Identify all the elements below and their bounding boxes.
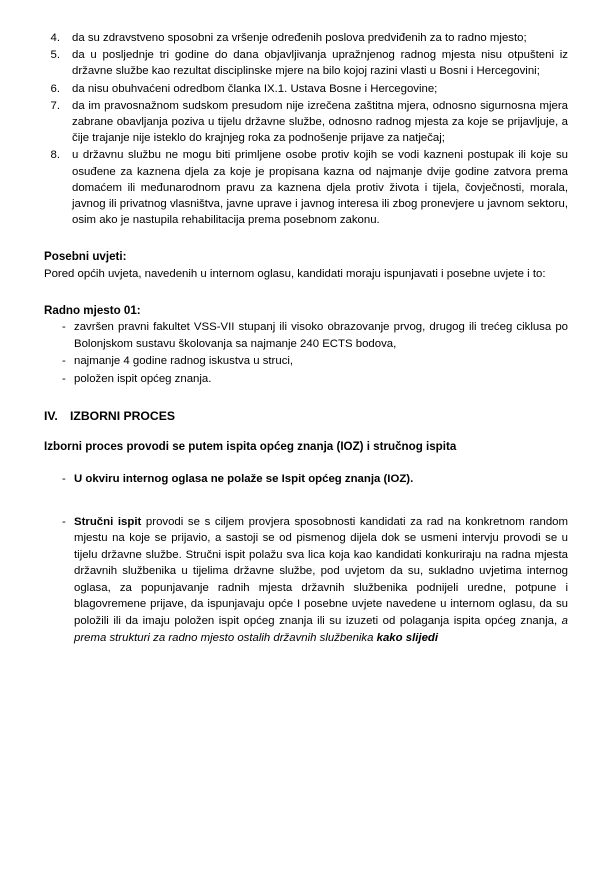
spacer [44, 283, 568, 303]
list-item-text: da u posljednje tri godine do dana objavljivanja upražnjenog radnog mjesta nisu otpušteni iz državne službe kao rezultat disciplinske mjere na bilo kojoj razini vlasti u Bosni i Hercegovini; [72, 49, 568, 78]
general-conditions-list [44, 30, 568, 228]
dash-marker: - [62, 473, 66, 486]
list-item [44, 319, 568, 352]
list-item-text: položen ispit općeg znanja. [74, 372, 212, 385]
selection-bullet-1 [44, 471, 568, 488]
selection-process-intro: Izborni proces provodi se putem ispita općeg znanja (IOZ) i stručnog ispita [44, 439, 457, 453]
list-item-text: najmanje 4 godine radnog iskustva u struci, [74, 355, 294, 368]
list-item-number: 6. [50, 82, 60, 95]
list-item [44, 371, 568, 388]
section-number: IV. [44, 408, 58, 423]
list-item-text: da su zdravstveno sposobni za vršenje određenih poslova predviđenih za to radno mjesto; [72, 32, 527, 44]
selection-bullet-2-text [74, 514, 568, 646]
spacer [44, 502, 568, 514]
list-item-number: 7. [50, 99, 60, 112]
spacer [44, 423, 568, 439]
list-item [44, 98, 568, 147]
selection-bullet-1-text: U okviru internog oglasa ne polaže se Ispit općeg znanja (IOZ). [74, 473, 414, 486]
list-item-text: da nisu obuhvaćeni odredbom članka IX.1. Ustava Bosne i Hercegovine; [72, 82, 438, 95]
dash-marker: - [62, 321, 66, 334]
stručni-ispit-label: Stručni ispit [74, 515, 142, 528]
special-conditions-heading: Posebni uvjeti: [44, 250, 127, 264]
list-item-text: da im pravosnažnom sudskom presudom nije izrečena zaštitna mjera, odnosno sigurnosna mjera zabrane obavljanja poziva u tijelu državne službe, odnosno radnog mjesta za koje se prijavljuje, a čije trajanje nije isteklo do krajnjeg roka za podnošenje prijave za natječaj; [72, 99, 568, 145]
section-title-text: IZBORNI PROCES [70, 408, 175, 423]
job-requirements-list [44, 319, 568, 387]
selection-bullet-2-italic: a prema strukturi za radno mjesto ostalih državnih službenika [74, 615, 568, 644]
list-item [44, 47, 568, 79]
list-item [44, 353, 568, 370]
selection-bullet-2-body: provodi se s ciljem provjera sposobnosti kandidati za rad na konkretnom random mjestu na koje se prijavio, a sastoji se od pismenog dijela dok se usmeni intervju provodi se u tijelu državne službe. Stručni ispit polažu sva lica koja kao kandidati konkuriraju na radna mjesta državnih službenika u tijelima državne službe, pod uvjetom da su, sukladno uvjetima internog oglasa, za popunjavanje radnih mjesta državnih službenika podnijeli uredne, potpune i blagovremene prijave, da ispunjavaju opće I posebne uvjete navedene u internom oglasu, da su položili ili da imaju položen ispit općeg znanja ili su izuzeti od polaganja ispita općeg znanja, [74, 515, 568, 628]
list-item-text: završen pravni fakultet VSS-VII stupanj ili visoko obrazovanje prvog, drugog ili trećeg ciklusa po Bolonjskom sustavu školovanja sa najmanje 240 ECTS bodova, [74, 321, 568, 350]
spacer [44, 229, 568, 249]
list-item [44, 147, 568, 228]
dash-marker: - [62, 372, 66, 385]
special-conditions-paragraph: Pored općih uvjeta, navedenih u internom oglasu, kandidati moraju ispunjavati i posebne uvjete i to: [44, 268, 546, 281]
spacer [44, 389, 568, 409]
selection-bullet-2-bold-italic: kako slijedi [376, 631, 439, 644]
dash-marker: - [62, 355, 66, 368]
list-item-number: 4. [50, 32, 60, 44]
list-item-text: u državnu službu ne mogu biti primljene osobe protiv kojih se vodi kazneni postupak ili koje su osuđene za kaznena djela za koje je propisana kazna od najmanje dvije godine zatvora prema domaćem ili međunarodnom pravu za kaznena djela protiv života i tijela, čovječnosti, morala, javnog ili privatnog vlasništva, javne uprave i javnog interesa ili zbog pronevjere u javnom sektoru, osim ako je nastupila rehabilitacija prema posebnom zakonu. [72, 149, 568, 227]
section-heading [44, 409, 568, 423]
list-item-number: 8. [50, 149, 60, 162]
list-item [44, 81, 568, 97]
dash-marker: - [62, 515, 66, 528]
spacer [44, 455, 568, 471]
selection-bullet-2 [44, 514, 568, 646]
list-item [44, 30, 568, 46]
list-item-number: 5. [50, 49, 60, 62]
job-position-heading: Radno mjesto 01: [44, 303, 141, 317]
